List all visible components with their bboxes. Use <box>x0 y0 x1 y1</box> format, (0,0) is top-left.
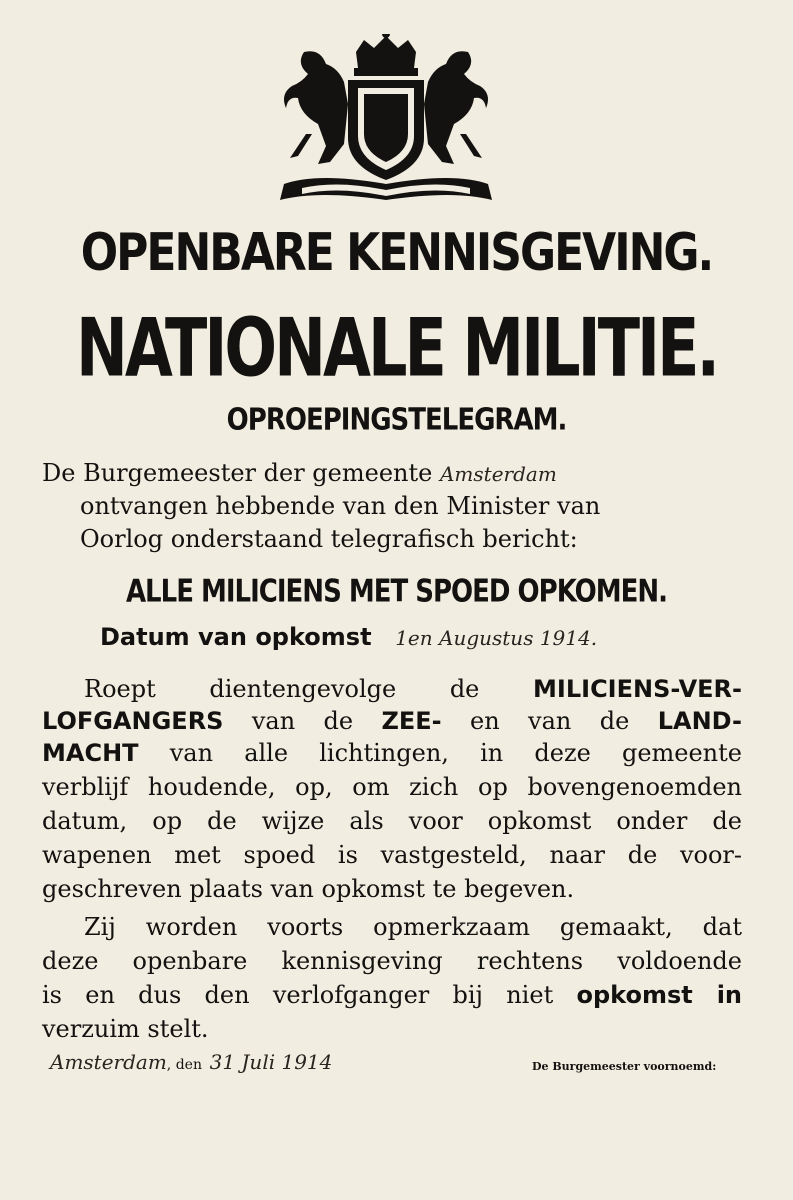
footer-date-handwritten: 31 Juli 1914 <box>209 1050 333 1074</box>
body-line: LOFGANGERS van de ZEE- en van de LAND- <box>42 707 742 735</box>
telegram-heading: OPROEPINGSTELEGRAM. <box>226 403 567 438</box>
notice-title: OPENBARE KENNISGEVING. <box>80 223 713 284</box>
notice-subtitle: NATIONALE MILITIE. <box>75 300 718 395</box>
body-line: Zij worden voorts opmerkzaam gemaakt, dat <box>84 913 742 941</box>
body-line: datum, op de wijze als voor opkomst onder de <box>42 807 742 835</box>
intro-prefix: De Burgemeester der gemeente <box>42 459 433 487</box>
signature-label: De Burgemeester voornoemd: <box>532 1060 717 1073</box>
date-line <box>100 622 597 653</box>
intro-line-3: Oorlog onderstaand telegrafisch bericht: <box>80 525 578 553</box>
royal-coat-of-arms-icon <box>278 34 494 206</box>
municipality-handwritten: Amsterdam <box>439 462 557 486</box>
body-line: is en dus den verlofganger bij niet opkomst in <box>42 981 742 1009</box>
body-line: verblijf houdende, op, om zich op bovengenoemden <box>42 773 742 801</box>
body-line: verzuim stelt. <box>42 1015 209 1043</box>
telegram-message: ALLE MILICIENS MET SPOED OPKOMEN. <box>125 574 668 610</box>
body-line: geschreven plaats van opkomst te begeven. <box>42 875 575 903</box>
intro-line-2: ontvangen hebbende van den Minister van <box>80 492 601 520</box>
date-handwritten: 1en Augustus 1914. <box>395 626 598 650</box>
place-handwritten: Amsterdam <box>50 1050 167 1074</box>
den-label: , den <box>166 1057 202 1073</box>
intro-line-1 <box>42 458 557 489</box>
date-label: Datum van opkomst <box>100 623 372 651</box>
footer-place-date <box>50 1046 332 1080</box>
body-line: wapenen met spoed is vastgesteld, naar de voor- <box>42 841 742 869</box>
body-line: MACHT van alle lichtingen, in deze gemeente <box>42 739 742 767</box>
body-line: Roept dientengevolge de MILICIENS-VER- <box>84 675 742 703</box>
body-line: deze openbare kennisgeving rechtens voldoende <box>42 947 742 975</box>
